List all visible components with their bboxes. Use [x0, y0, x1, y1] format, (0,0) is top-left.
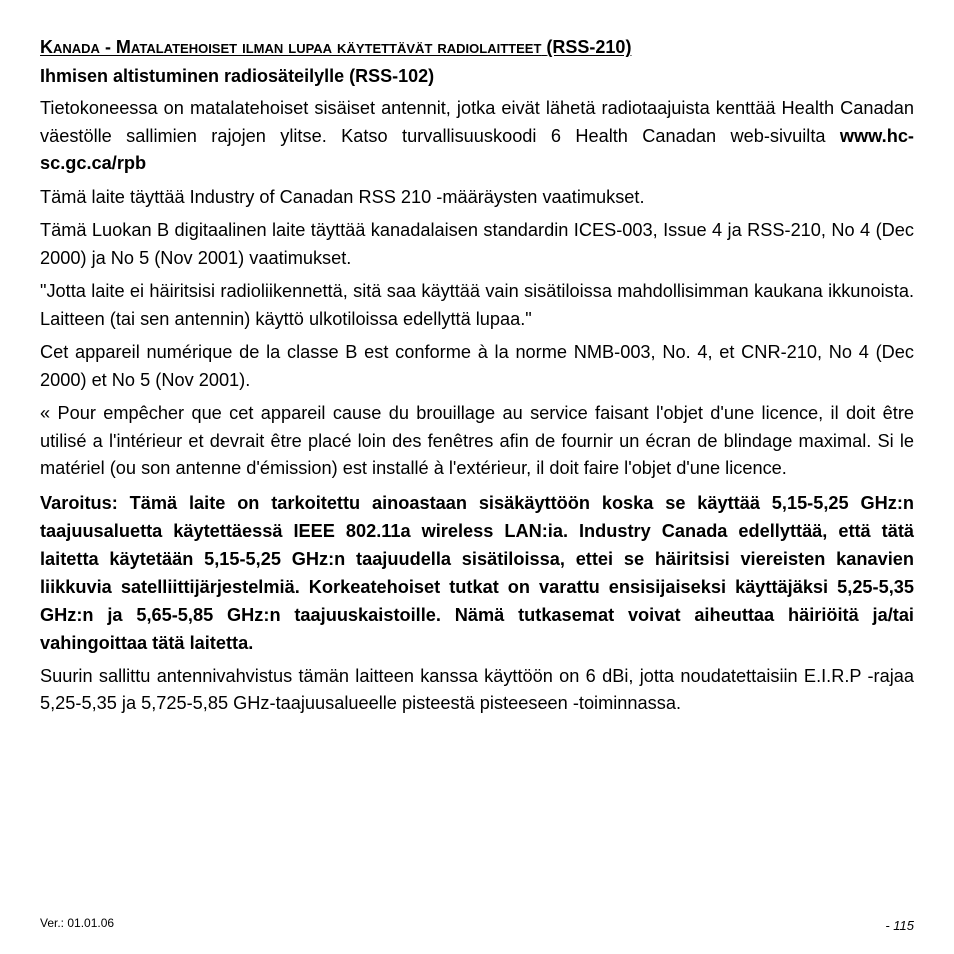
health-canada-link: www.hc-sc.gc.ca/rpb [40, 125, 914, 173]
paragraph-warning: Varoitus: Tämä laite on tarkoitettu ainoastaan sisäkäyttöön koska se käyttää 5,15-5,25 GHz:n taajuusaluetta käytettäessä IEEE 802.11a wireless LAN:ia. Industry Canada edellyttää, että tätä laitetta käytetään 5,15-5,25 GHz:n taajuudella sisätiloissa, ettei se häiritsisi viereisten kanavien liikkuvia satelliittijärjestelmiä. Korkeatehoiset tutkat on varattu ensisijaiseksi käyttäjäksi 5,25-5,35 GHz:n ja 5,65-5,85 GHz:n taajuuskaistoille. Nämä tutkasemat voivat aiheuttaa häiriöitä ja/tai vahingoittaa tätä laitetta. [40, 492, 914, 653]
section-heading [40, 36, 914, 58]
paragraph-brouillage-fr: « Pour empêcher que cet appareil cause du brouillage au service faisant l'objet d'une licence, il doit être utilisé a l'intérieur et devrait être placé loin des fenêtres afin de fournir un écran de blindage maximal. Si le matériel (ou son antenne d'émission) est installé à l'extérieur, il doit faire l'objet d'une licence. [40, 403, 914, 478]
heading-code: (RSS-210) [546, 37, 632, 57]
version-label: Ver.: 01.01.06 [40, 916, 115, 930]
page-body [40, 36, 914, 724]
paragraph-antennas [40, 95, 914, 178]
paragraph-rss210: Tämä laite täyttää Industry of Canadan RSS 210 -määräysten vaatimukset. [40, 186, 645, 207]
paragraph-antenna-gain: Suurin sallittu antennivahvistus tämän laitteen kanssa käyttöön on 6 dBi, jotta noudatettaisiin E.I.R.P -rajaa 5,25-5,35 ja 5,725-5,85 GHz-taajuusalueelle pisteestä pisteeseen -toiminnassa. [40, 665, 914, 713]
section-subheading: Ihmisen altistuminen radiosäteilylle (RSS-102) [40, 66, 435, 86]
paragraph-antennas-text: Tietokoneessa on matalatehoiset sisäiset antennit, jotka eivät lähetä radiotaajuista kenttää Health Canadan väestölle sallimien rajojen ylitse. Katso turvallisuuskoodi 6 Health Canadan web-sivuilta [40, 98, 914, 146]
paragraph-indoor-use: "Jotta laite ei häiritsisi radioliikennettä, sitä saa käyttää vain sisätiloissa mahdollisimman kaukana ikkunoista. Laitteen (tai sen antennin) käyttö ulkotiloissa edellyttä lupaa." [40, 281, 914, 329]
paragraph-ices003: Tämä Luokan B digitaalinen laite täyttää kanadalaisen standardin ICES-003, Issue 4 ja RSS-210, No 4 (Dec 2000) ja No 5 (Nov 2001) vaatimukset. [40, 220, 914, 268]
heading-title: Kanada - Matalatehoiset ilman lupaa käytettävät radiolaitteet [40, 37, 542, 57]
paragraph-nmb003-fr: Cet appareil numérique de la classe B est conforme à la norme NMB-003, No. 4, et CNR-210, No 4 (Dec 2000) et No 5 (Nov 2001). [40, 342, 914, 390]
page-number: - 115 [885, 918, 914, 933]
